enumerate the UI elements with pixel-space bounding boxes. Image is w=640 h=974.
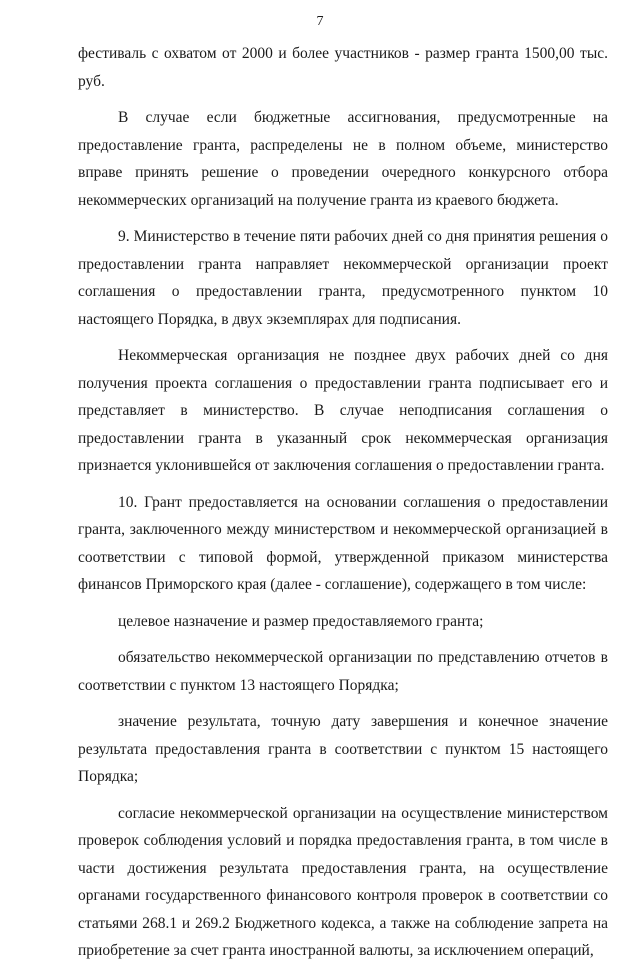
paragraph-1: фестиваль с охватом от 2000 и более участников - размер гранта 1500,00 тыс. руб. — [78, 45, 608, 90]
paragraph-6: целевое назначение и размер предоставляемого гранта; — [118, 612, 484, 630]
paragraph-9: согласие некоммерческой организации на осуществление министерством проверок соблюдения условий и порядка предоставления гранта, в том числе в части достижения результата предоставления гранта, на осуществление органами государственного финансового контроля проверок в соответствии со статьями 268.1 и 269.2 Бюджетного кодекса, а также на соблюдение запрета на приобретение за счет гранта иностранной валюты, за исключением операций, — [78, 804, 608, 959]
paragraph-2: В случае если бюджетные ассигнования, предусмотренные на предоставление гранта, распределены не в полном объеме, министерство вправе принять решение о проведении очередного конкурсного отбора некоммерческих организаций на получение гранта из краевого бюджета. — [78, 109, 608, 209]
paragraph-5: 10. Грант предоставляется на основании соглашения о предоставлении гранта, заключенного между министерством и некоммерческой организацией в соответствии с типовой формой, утвержденной приказом министерства финансов Приморского края (далее - соглашение), содержащего в том числе: — [78, 493, 608, 593]
document-body — [78, 40, 608, 974]
page-number: 7 — [316, 14, 324, 29]
paragraph-8: значение результата, точную дату завершения и конечное значение результата предоставления гранта в соответствии с пунктом 15 настоящего Порядка; — [78, 713, 608, 785]
paragraph-7: обязательство некоммерческой организации по представлению отчетов в соответствии с пунктом 13 настоящего Порядка; — [78, 649, 608, 694]
paragraph-3: 9. Министерство в течение пяти рабочих дней со дня принятия решения о предоставлении гранта направляет некоммерческой организации проект соглашения о предоставлении гранта, предусмотренного пунктом 10 настоящего Порядка, в двух экземплярах для подписания. — [78, 228, 608, 328]
paragraph-4: Некоммерческая организация не позднее двух рабочих дней со дня получения проекта соглашения о предоставлении гранта подписывает его и представляет в министерство. В случае неподписания соглашения о предоставлении гранта в указанный срок некоммерческая организация признается уклонившейся от заключения соглашения о предоставлении гранта. — [78, 347, 608, 474]
